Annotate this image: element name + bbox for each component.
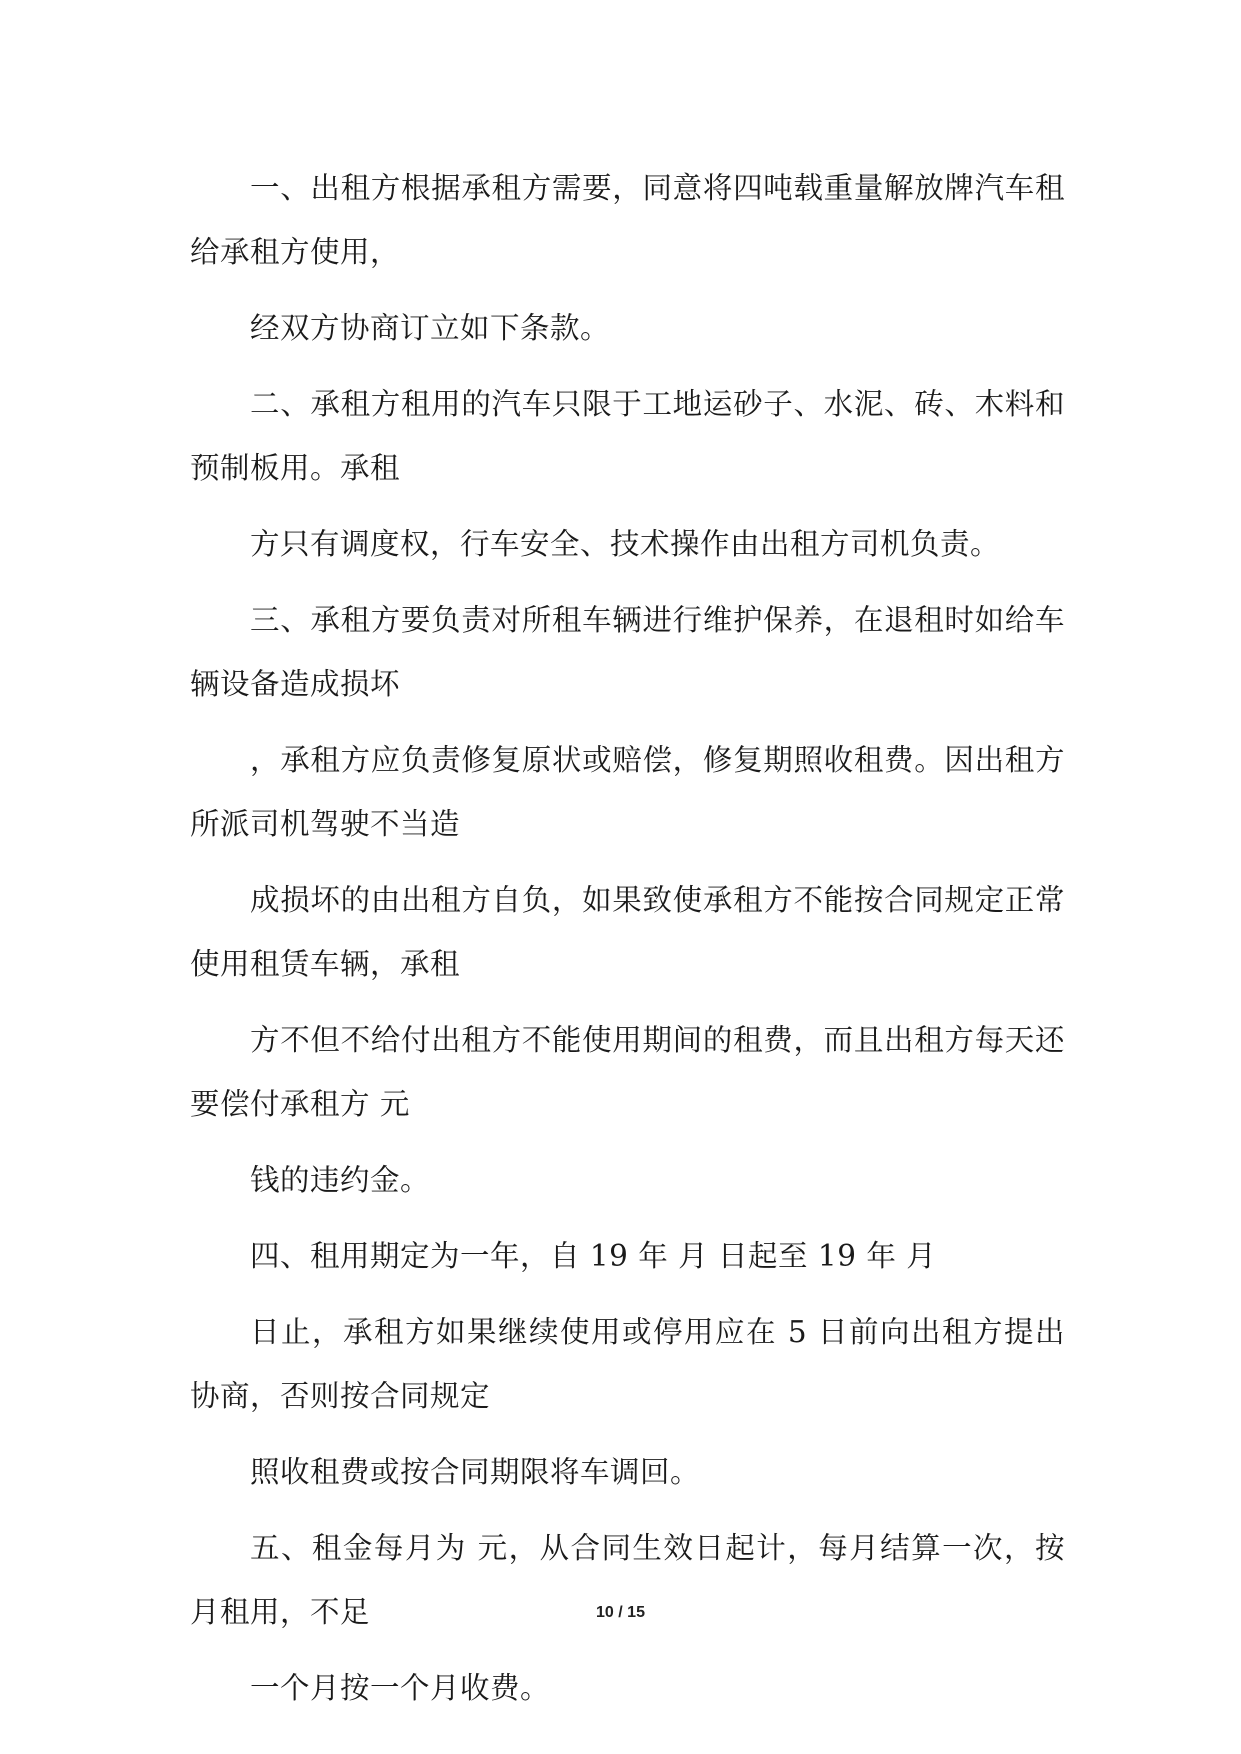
paragraph-clause-4: 四、租用期定为一年，自 19 年 月 日起至 19 年 月 [250, 1239, 937, 1273]
paragraph-clause-2: 二、承租方租用的汽车只限于工地运砂子、水泥、砖、木料和预制板用。承租 [190, 387, 1065, 485]
page-number: 10 / 15 [596, 1604, 645, 1621]
paragraph-clause-4-cont-1: 日止，承租方如果继续使用或停用应在 5 日前向出租方提出协商，否则按合同规定 [190, 1315, 1065, 1413]
paragraph-clause-1-cont: 经双方协商订立如下条款。 [250, 311, 611, 345]
paragraph-clause-2-cont: 方只有调度权，行车安全、技术操作由出租方司机负责。 [250, 527, 1001, 561]
paragraph-clause-1: 一、出租方根据承租方需要，同意将四吨载重量解放牌汽车租给承租方使用， [190, 171, 1065, 269]
paragraph-clause-3-cont-3: 方不但不给付出租方不能使用期间的租费，而且出租方每天还要偿付承租方 元 [190, 1023, 1065, 1121]
paragraph-clause-3-cont-1: ，承租方应负责修复原状或赔偿，修复期照收租费。因出租方所派司机驾驶不当造 [190, 743, 1065, 841]
paragraph-clause-4-cont-2: 照收租费或按合同期限将车调回。 [250, 1455, 701, 1489]
paragraph-clause-5: 五、租金每月为 元，从合同生效日起计，每月结算一次，按月租用，不足 [190, 1531, 1065, 1629]
document-body [190, 156, 1065, 1732]
paragraph-clause-3-cont-2: 成损坏的由出租方自负，如果致使承租方不能按合同规定正常使用租赁车辆，承租 [190, 883, 1065, 981]
paragraph-clause-5-cont: 一个月按一个月收费。 [250, 1671, 551, 1705]
paragraph-clause-3-cont-4: 钱的违约金。 [250, 1163, 431, 1197]
paragraph-clause-3: 三、承租方要负责对所租车辆进行维护保养，在退租时如给车辆设备造成损坏 [190, 603, 1065, 701]
